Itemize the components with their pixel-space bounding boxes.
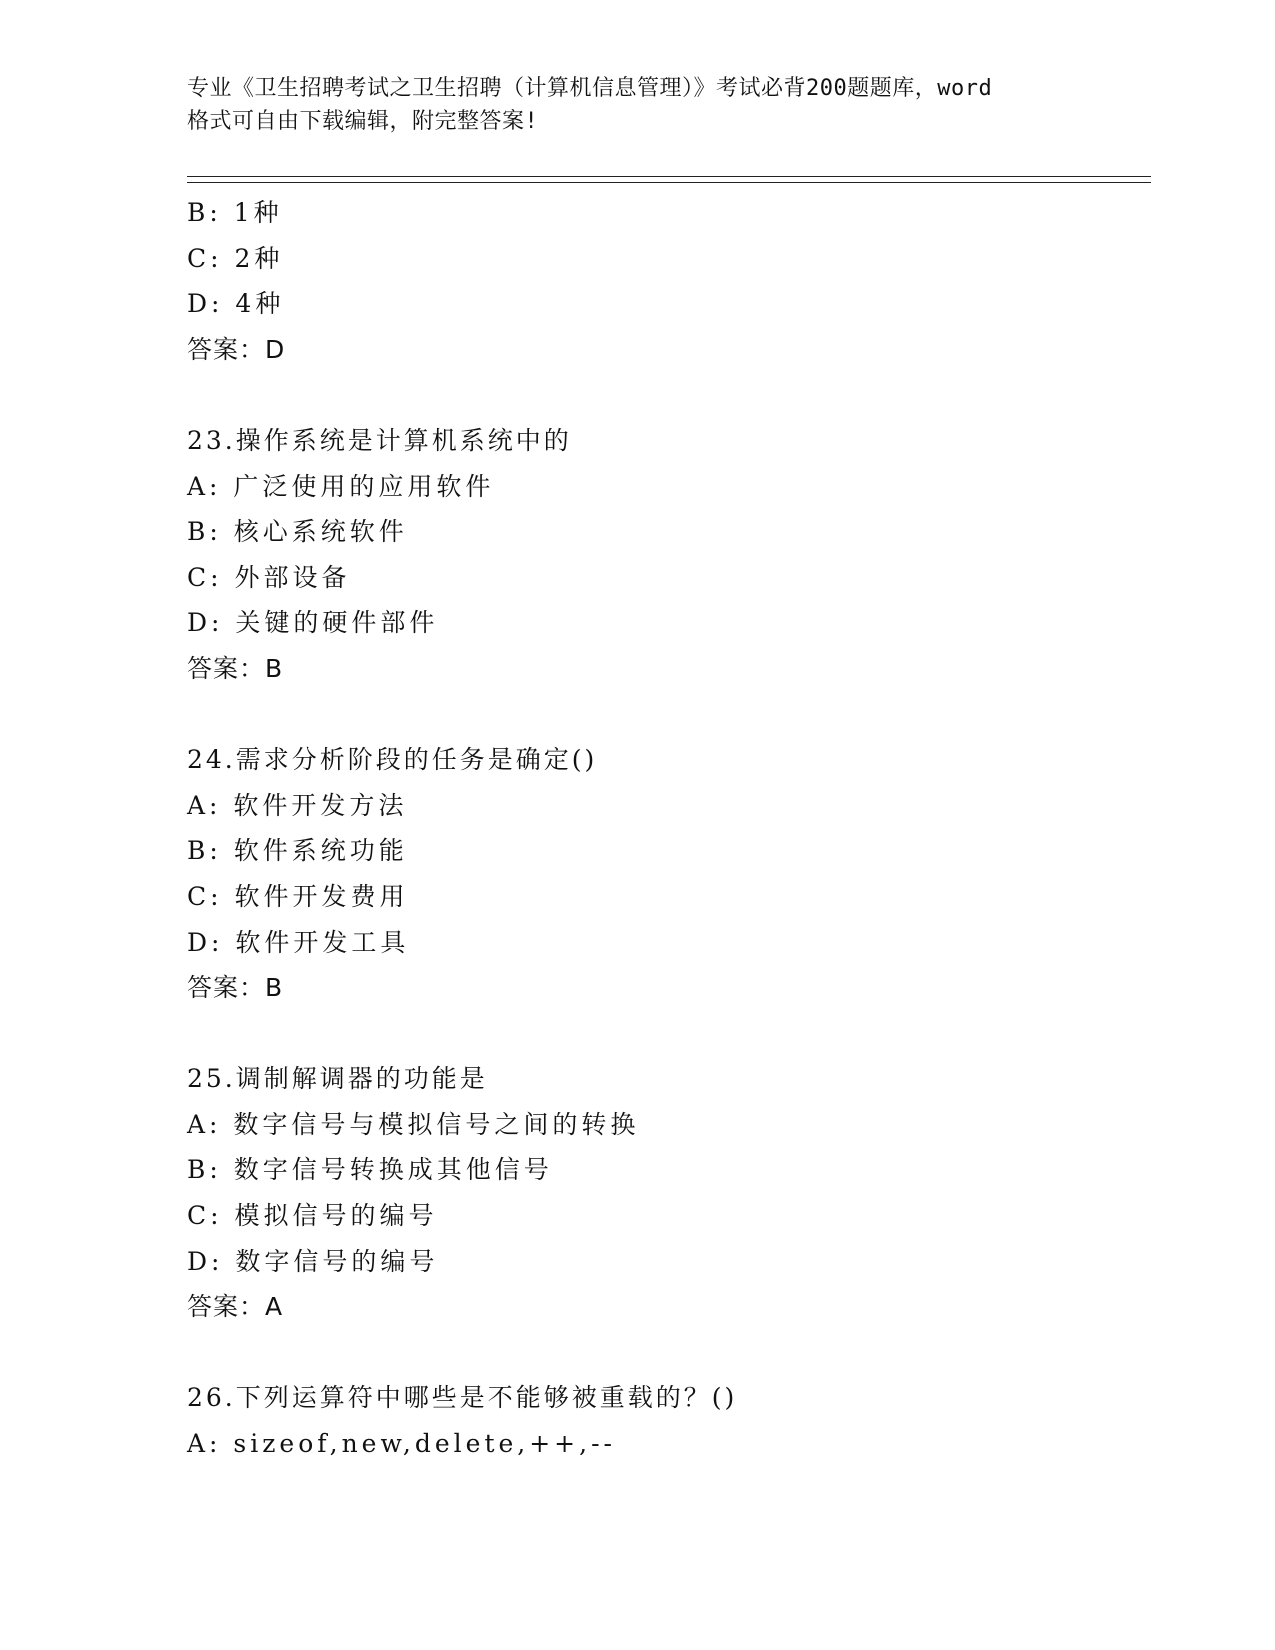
question-title: 23.操作系统是计算机系统中的	[187, 425, 572, 455]
option-d: D: 数字信号的编号	[187, 1246, 439, 1276]
option-c: C: 模拟信号的编号	[187, 1201, 438, 1231]
option-c: C: 2种	[187, 243, 284, 273]
header-rule-top	[187, 176, 1151, 177]
question-title: 25.调制解调器的功能是	[187, 1064, 488, 1094]
option-b: B: 数字信号转换成其他信号	[187, 1155, 553, 1185]
answer-line: 答案：A	[187, 1292, 284, 1322]
header-rule-bottom	[187, 182, 1151, 183]
question-26	[187, 1375, 1147, 1466]
option-b: B: 1种	[187, 198, 283, 227]
question-list	[187, 190, 1147, 1467]
option-a: A: 广泛使用的应用软件	[187, 471, 495, 501]
question-23	[187, 418, 1147, 692]
option-a: A: 软件开发方法	[187, 790, 408, 820]
option-a: A: 数字信号与模拟信号之间的转换	[187, 1109, 640, 1139]
document-header	[187, 72, 1087, 138]
question-24	[187, 737, 1147, 1011]
option-d: D: 软件开发工具	[187, 927, 410, 957]
option-d: D: 关键的硬件部件	[187, 608, 439, 638]
header-line-1: 专业《卫生招聘考试之卫生招聘（计算机信息管理）》考试必背200题题库，word	[187, 76, 993, 101]
option-b: B: 核心系统软件	[187, 517, 408, 547]
answer-line: 答案：B	[187, 973, 284, 1003]
option-d: D: 4种	[187, 289, 285, 319]
spacer	[187, 1011, 1147, 1057]
question-title: 24.需求分析阶段的任务是确定()	[187, 745, 598, 775]
spacer	[187, 1330, 1147, 1376]
option-a: A: sizeof,new,delete,++,--	[187, 1429, 616, 1459]
header-line-2: 格式可自由下载编辑，附完整答案!	[187, 109, 539, 134]
answer-line: 答案：D	[187, 334, 286, 364]
answer-line: 答案：B	[187, 653, 284, 683]
spacer	[187, 692, 1147, 738]
spacer	[187, 372, 1147, 418]
question-25	[187, 1056, 1147, 1330]
option-c: C: 软件开发费用	[187, 881, 409, 911]
option-c: C: 外部设备	[187, 562, 351, 592]
question-22-continued	[187, 190, 1147, 372]
question-title: 26.下列运算符中哪些是不能够被重载的？()	[187, 1383, 738, 1413]
option-b: B: 软件系统功能	[187, 836, 408, 866]
